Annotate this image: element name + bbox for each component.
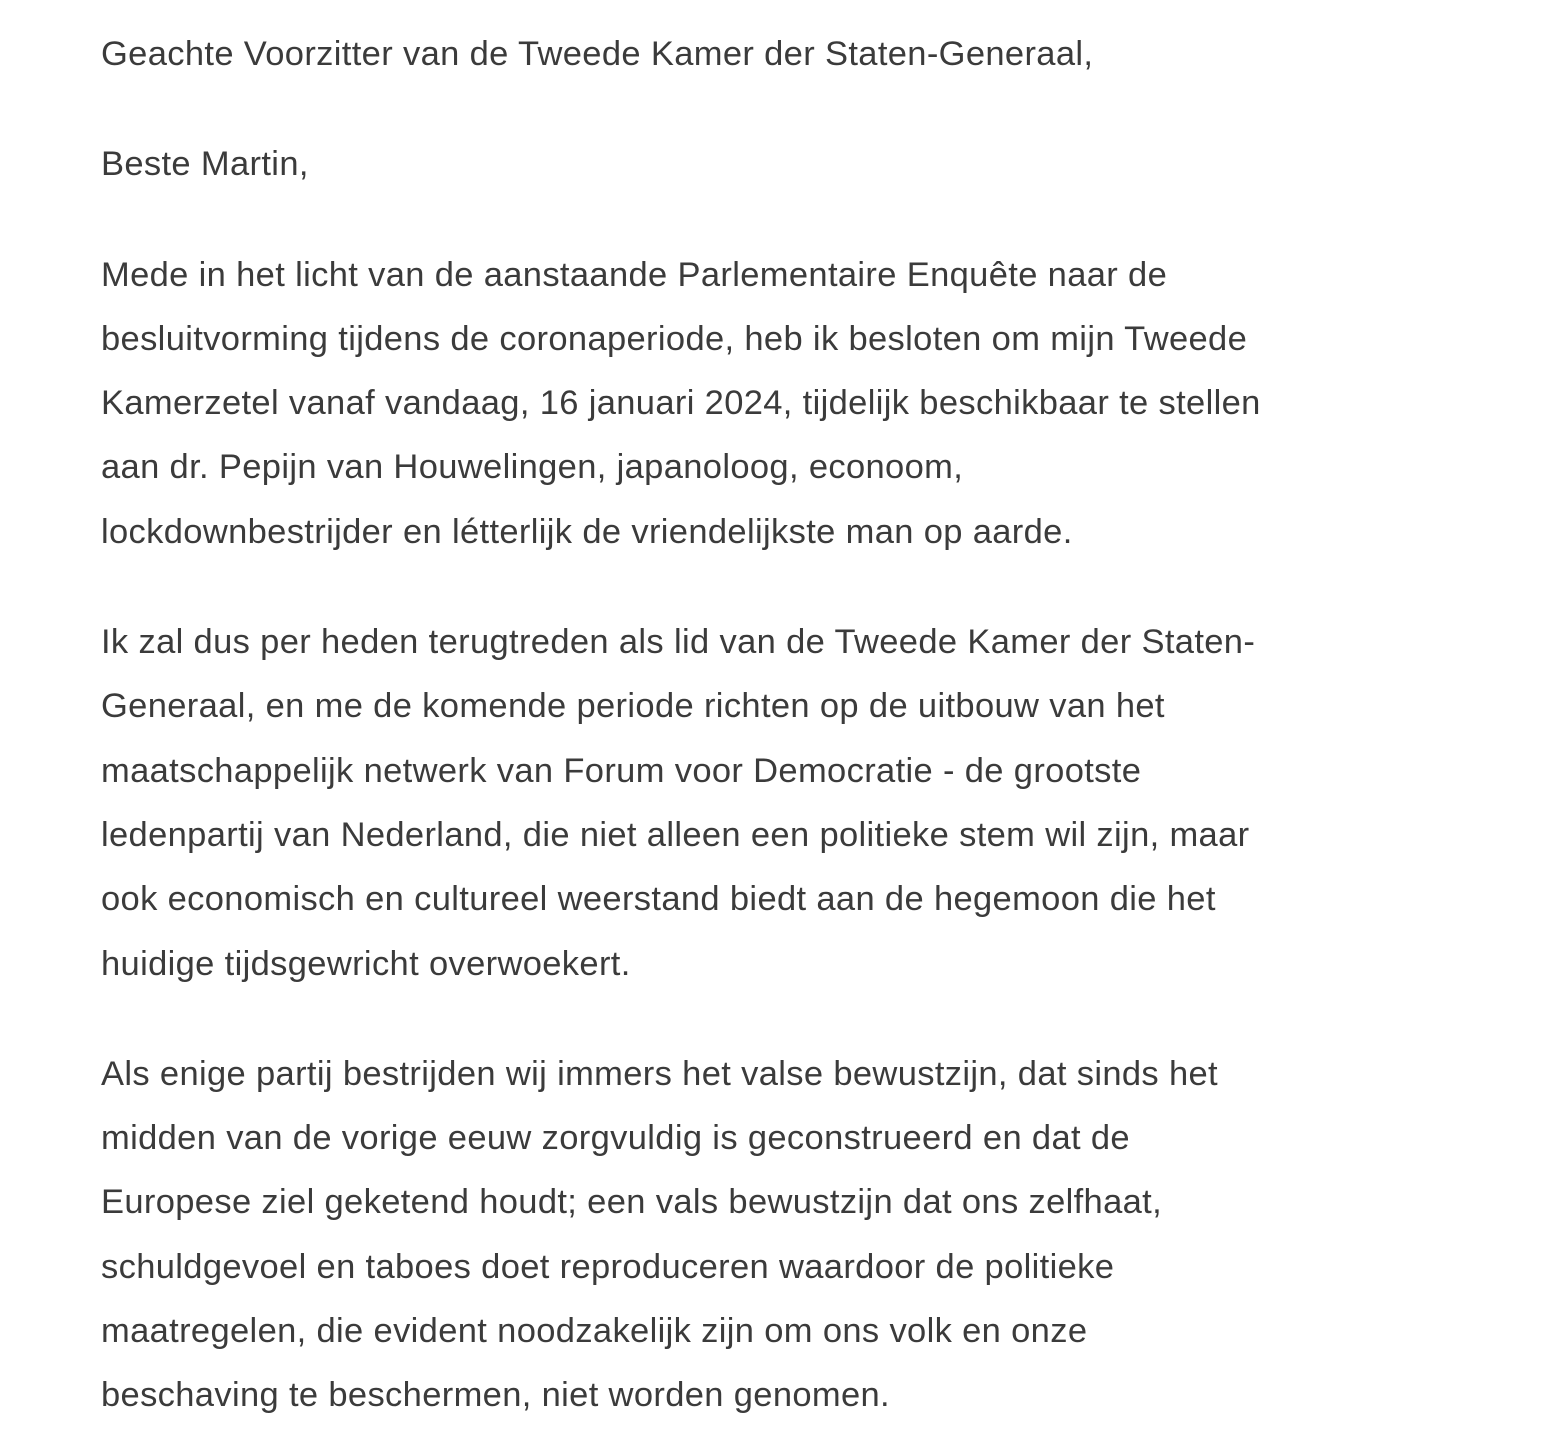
greeting-line: Beste Martin, [101, 145, 309, 184]
salutation-line: Geachte Voorzitter van de Tweede Kamer der Staten-Generaal, [101, 35, 1094, 73]
paragraph-line: huidige tijdsgewricht overwoekert. [101, 944, 631, 983]
paragraph-line: ledenpartij van Nederland, die niet alleen een politieke stem wil zijn, maar [101, 815, 1250, 854]
paragraph-line: besluitvorming tijdens de coronaperiode, heb ik besloten om mijn Tweede [101, 319, 1248, 358]
paragraph-line: Ik zal dus per heden terugtreden als lid van de Tweede Kamer der Staten- [101, 623, 1256, 662]
salutation [101, 22, 1481, 86]
paragraph-1 [101, 243, 1481, 564]
paragraph-line: Kamerzetel vanaf vandaag, 16 januari 2024, tijdelijk beschikbaar te stellen [101, 384, 1261, 423]
paragraph-line: Mede in het licht van de aanstaande Parlementaire Enquête naar de [101, 255, 1168, 294]
paragraph-line: maatschappelijk netwerk van Forum voor Democratie - de grootste [101, 751, 1142, 790]
paragraph-3 [101, 1042, 1481, 1428]
paragraph-line: schuldgevoel en taboes doet reproduceren waardoor de politieke [101, 1247, 1115, 1286]
paragraph-2 [101, 610, 1481, 996]
greeting [101, 132, 1481, 196]
paragraph-line: ook economisch en cultureel weerstand biedt aan de hegemoon die het [101, 880, 1216, 919]
paragraph-line: maatregelen, die evident noodzakelijk zijn om ons volk en onze [101, 1312, 1088, 1351]
paragraph-line: Als enige partij bestrijden wij immers het valse bewustzijn, dat sinds het [101, 1054, 1218, 1093]
paragraph-line: lockdownbestrijder en létterlijk de vriendelijkste man op aarde. [101, 512, 1073, 551]
paragraph-line: aan dr. Pepijn van Houwelingen, japanoloog, econoom, [101, 448, 964, 487]
paragraph-line: Europese ziel geketend houdt; een vals bewustzijn dat ons zelfhaat, [101, 1183, 1163, 1222]
paragraph-line: midden van de vorige eeuw zorgvuldig is geconstrueerd en dat de [101, 1119, 1130, 1158]
letter-body [101, 22, 1481, 1428]
paragraph-line: beschaving te beschermen, niet worden genomen. [101, 1376, 890, 1415]
paragraph-line: Generaal, en me de komende periode richten op de uitbouw van het [101, 687, 1165, 726]
